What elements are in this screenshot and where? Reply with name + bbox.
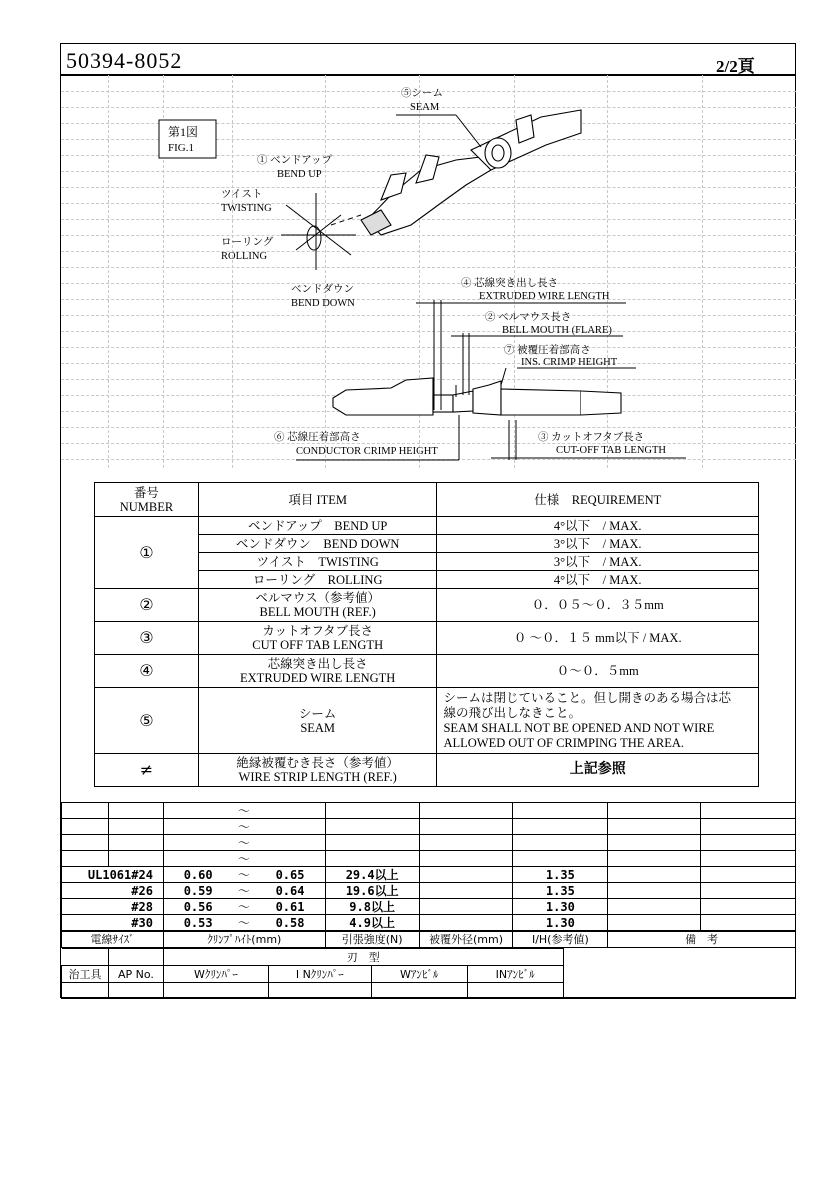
terminal-side-view — [333, 378, 621, 415]
tilde: ～ — [232, 835, 255, 851]
row1-spec-1: 4°以下 / MAX. — [437, 517, 759, 535]
wire-size-cell: #30 — [62, 915, 164, 932]
tilde: ～ — [232, 819, 255, 835]
row6-item-en: WIRE STRIP LENGTH (REF.) — [238, 770, 397, 784]
twist-label-en: TWISTING — [221, 203, 272, 214]
row3-item-en: CUT OFF TAB LENGTH — [252, 638, 384, 652]
terminal-top-view — [361, 110, 581, 235]
row1-spec-4: 4°以下 / MAX. — [437, 571, 759, 589]
wire-size-cell: #28 — [62, 899, 164, 915]
wire-size-cell: UL1061#24 — [62, 867, 164, 883]
ih-cell: 1.35 — [513, 867, 608, 883]
row4-item-jp: 芯線突き出し長さ — [267, 657, 368, 671]
row6-item-jp: 絶縁被覆むき長さ（参考値） — [236, 756, 399, 770]
cond-label-en: CONDUCTOR CRIMP HEIGHT — [296, 446, 438, 457]
ap-no-label: AP No. — [108, 966, 163, 983]
crimp-min-cell: 0.56 — [163, 899, 232, 915]
row4-number: ④ — [95, 655, 199, 688]
seam-label-jp: ⑤シーム — [401, 88, 443, 99]
tilde: ～ — [232, 803, 255, 819]
fig-label-jp: 第1図 — [168, 125, 199, 139]
row3-number: ③ — [95, 622, 199, 655]
ih-cell: 1.30 — [513, 915, 608, 932]
w-crimper-label: Wｸﾘﾝﾊﾟｰ — [163, 966, 268, 983]
ih-cell: 1.30 — [513, 899, 608, 915]
row2-number: ② — [95, 589, 199, 622]
tilde: ～ — [232, 899, 255, 915]
crimp-min-cell: 0.53 — [163, 915, 232, 932]
row3-spec: ０ ～０．１５ mm以下 / MAX. — [437, 622, 759, 655]
header-wire-size: 電線ｻｲｽﾞ — [62, 931, 164, 948]
row1-item-3: ツイスト TWISTING — [198, 553, 437, 571]
header-ih: I/H(参考値) — [513, 931, 608, 948]
bend-down-label-en: BEND DOWN — [291, 298, 355, 309]
row3-item-jp: カットオフタブ長さ — [262, 624, 374, 638]
fig-label-en: FIG.1 — [168, 142, 194, 154]
tilde: ～ — [232, 915, 255, 932]
row1-item-4: ローリング ROLLING — [198, 571, 437, 589]
row6-spec: 上記参照 — [437, 754, 759, 787]
seam-label-en: SEAM — [410, 102, 440, 113]
rolling-label-en: ROLLING — [221, 251, 268, 262]
row2-spec: ０．０５～０．３５mm — [437, 589, 759, 622]
bend-up-label-jp: ① ベンドアップ — [257, 155, 333, 166]
row5-item-en: SEAM — [300, 720, 336, 735]
tilde: ～ — [232, 883, 255, 899]
header-remarks: 備 考 — [608, 931, 796, 948]
crimp-max-cell: 0.64 — [255, 883, 325, 899]
tilde: ～ — [232, 851, 255, 867]
tensile-cell: 4.9以上 — [325, 915, 419, 932]
row1-spec-2: 3°以下 / MAX. — [437, 535, 759, 553]
header-requirement: 仕様 REQUIREMENT — [437, 483, 759, 517]
row5-spec-line-3: SEAM SHALL NOT BE OPENED AND NOT WIRE — [443, 720, 715, 735]
crimp-max-cell: 0.58 — [255, 915, 325, 932]
header-crimp-height: ｸﾘﾝﾌﾟﾊｲﾄ(mm) — [163, 931, 325, 948]
extruded-label-en: EXTRUDED WIRE LENGTH — [479, 291, 610, 302]
in-crimper-label: I Nｸﾘﾝﾊﾟｰ — [268, 966, 371, 983]
cond-label-jp: ⑥ 芯線圧着部高さ — [274, 432, 361, 443]
row5-number: ⑤ — [95, 688, 199, 754]
header-number-en: NUMBER — [119, 499, 174, 514]
rolling-label-jp: ローリング — [221, 237, 274, 248]
part-number: 50394-8052 — [66, 48, 183, 73]
terminal-figure — [61, 75, 796, 475]
header-number-jp: 番号 — [133, 485, 159, 500]
w-anvil-label: Wｱﾝﾋﾞﾙ — [371, 966, 467, 983]
crimp-data-table — [61, 802, 796, 948]
header-item: 項目 ITEM — [198, 483, 437, 517]
crimp-min-cell: 0.59 — [163, 883, 232, 899]
row2-item-jp: ベルマウス（参考値） — [255, 591, 380, 605]
tensile-cell: 29.4以上 — [325, 867, 419, 883]
row1-spec-3: 3°以下 / MAX. — [437, 553, 759, 571]
in-anvil-label: INｱﾝﾋﾞﾙ — [467, 966, 563, 983]
cutoff-label-en: CUT-OFF TAB LENGTH — [556, 445, 667, 456]
ins-label-jp: ⑦ 被覆圧着部高さ — [504, 345, 591, 356]
crimp-max-cell: 0.65 — [255, 867, 325, 883]
row5-spec-line-2: 線の飛び出しなきこと。 — [443, 705, 581, 720]
bend-down-label-jp: ベンドダウン — [291, 284, 354, 295]
row4-spec: ０～０．５mm — [437, 655, 759, 688]
header-tensile: 引張強度(N) — [325, 931, 419, 948]
tilde: ～ — [232, 867, 255, 883]
row6-number: ≠ — [95, 754, 199, 787]
cutoff-label-jp: ③ カットオフタブ長さ — [538, 432, 645, 443]
requirement-table — [94, 482, 759, 787]
tensile-cell: 9.8以上 — [325, 899, 419, 915]
wire-size-cell: #26 — [62, 883, 164, 899]
ins-label-en: INS. CRIMP HEIGHT — [521, 357, 618, 368]
row1-number: ① — [95, 517, 199, 589]
crimp-max-cell: 0.61 — [255, 899, 325, 915]
tooling-table — [61, 948, 796, 999]
blade-header: 刃 型 — [163, 949, 563, 966]
row1-item-2: ベンドダウン BEND DOWN — [198, 535, 437, 553]
row2-item-en: BELL MOUTH (REF.) — [259, 605, 376, 619]
bend-up-label-en: BEND UP — [277, 169, 322, 180]
page-number: 2/2頁 — [716, 57, 755, 76]
crimp-min-cell: 0.60 — [163, 867, 232, 883]
row5-item-jp: シーム — [298, 706, 337, 721]
jig-label: 治工具 — [62, 966, 109, 983]
header-ins-dia: 被覆外径(mm) — [419, 931, 513, 948]
row4-item-en: EXTRUDED WIRE LENGTH — [240, 671, 396, 685]
tensile-cell: 19.6以上 — [325, 883, 419, 899]
row5-spec-line-4: ALLOWED OUT OF CRIMPING THE AREA. — [443, 735, 684, 750]
twist-label-jp: ツイスト — [221, 189, 263, 200]
extruded-label-jp: ④ 芯線突き出し長さ — [461, 278, 559, 289]
row1-item-1: ベンドアップ BEND UP — [198, 517, 437, 535]
axis-cross — [281, 193, 356, 270]
bell-label-jp: ② ベルマウス長さ — [485, 312, 572, 323]
row5-spec-line-1: シームは閉じていること。但し開きのある場合は芯 — [443, 690, 731, 705]
ih-cell: 1.35 — [513, 883, 608, 899]
bell-label-en: BELL MOUTH (FLARE) — [502, 325, 612, 336]
